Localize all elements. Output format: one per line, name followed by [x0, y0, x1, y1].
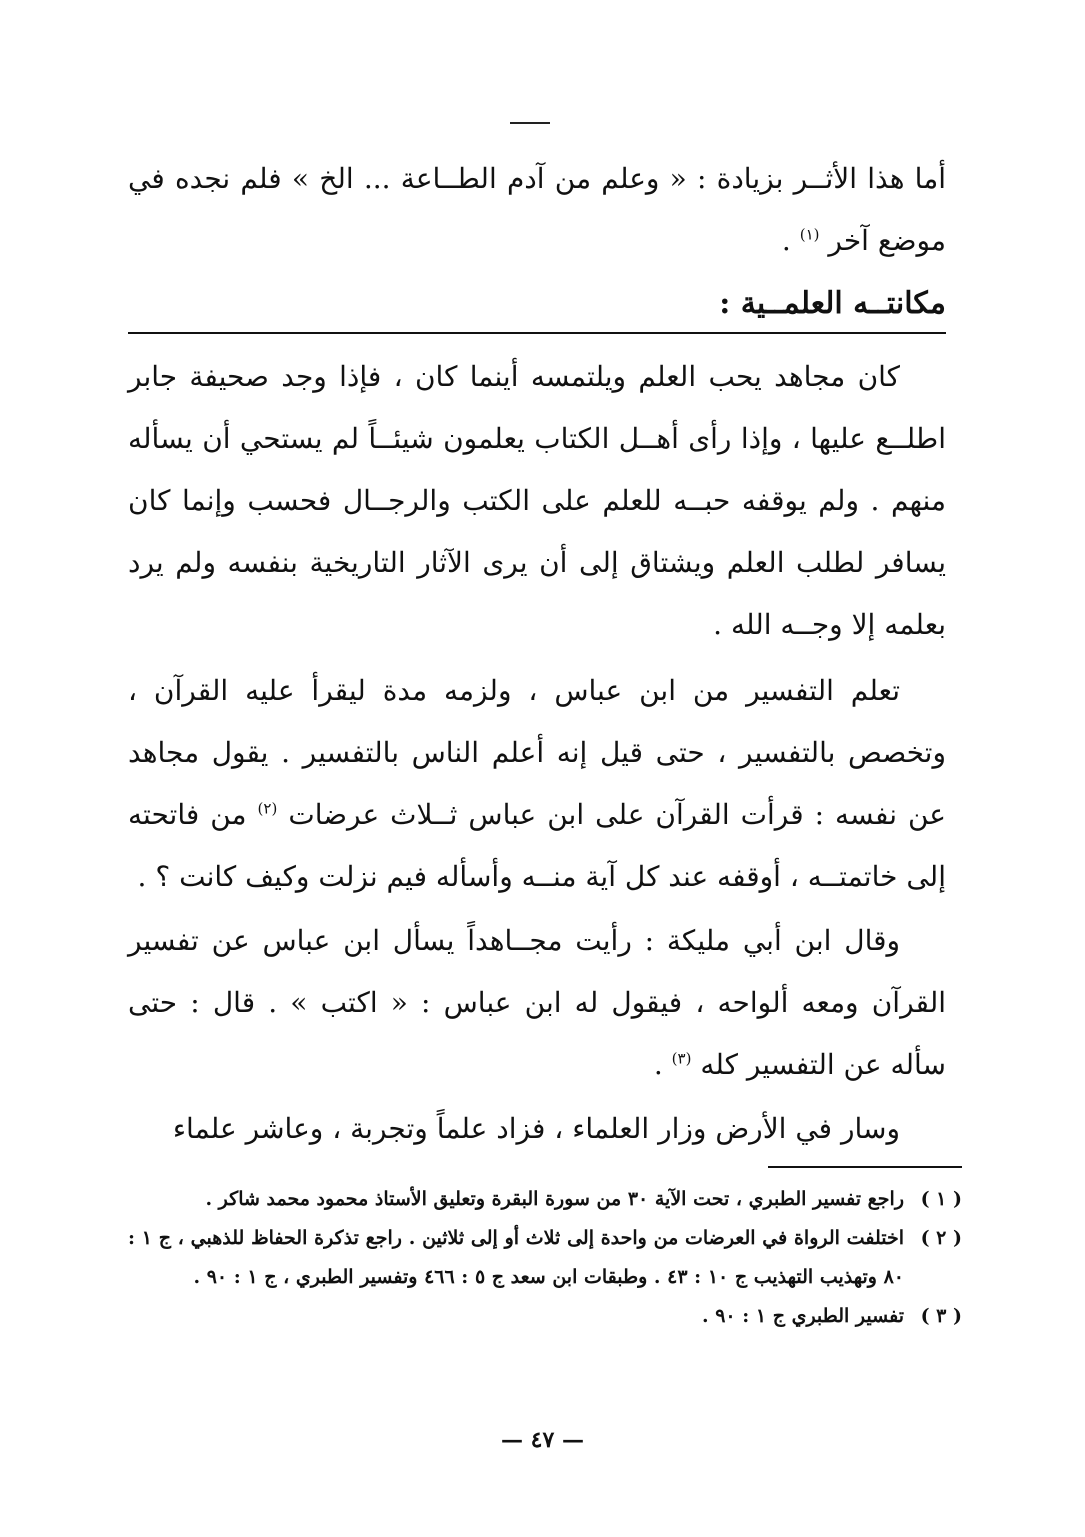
- footnote-text: اختلفت الرواة في العرضات من واحدة إلى ثلاث أو إلى ثلاثين . راجع تذكرة الحفاظ للذهبي ، ج ١ : ٨٠ وتهذيب التهذيب ج ١٠ : ٤٣ . وطبقات ابن سعد ج ٥ : ٤٦٦ وتفسير الطبري ، ج ١ : ٩٠ .: [128, 1227, 904, 1288]
- footnote-ref-1[interactable]: (١): [799, 225, 820, 244]
- intro-end: .: [781, 224, 791, 257]
- footnotes: [128, 1180, 962, 1336]
- footnote-number: ( ٢ ): [920, 1227, 962, 1249]
- footnote-text: تفسير الطبري ج ١ : ٩٠ .: [701, 1305, 904, 1327]
- footnote-1: [128, 1180, 962, 1219]
- intro-paragraph: [128, 148, 946, 272]
- paragraph-3-text: وقال ابن أبي مليكة : رأيت مجــاهداً يسأل ابن عباس عن تفسير القرآن ومعه ألواحه ، فيقول له ابن عباس : « اكتب » . قال : حتى سأله عن التفسير كله: [128, 924, 946, 1081]
- page-number: — ٤٧ —: [501, 1427, 584, 1453]
- footnote-ref-2[interactable]: (٢): [257, 799, 278, 818]
- paragraph-3: [128, 910, 946, 1096]
- footnote-2: [128, 1219, 962, 1297]
- paragraph-4-text: وسار في الأرض وزار العلماء ، فزاد علماً وتجربة ، وعاشر علماء: [172, 1112, 900, 1145]
- section-heading-wrap: [128, 282, 946, 334]
- section-heading: مكانتــه العلمــية :: [128, 282, 946, 334]
- paragraph-2: [128, 660, 946, 908]
- paragraph-1: [128, 346, 946, 656]
- footnote-number: ( ١ ): [920, 1188, 962, 1210]
- footnote-text: راجع تفسير الطبري ، تحت الآية ٣٠ من سورة البقرة وتعليق الأستاذ محمود محمد شاكر .: [205, 1188, 904, 1210]
- paragraph-2-text-b: من فاتحته إلى خاتمتــه ، أوقفه عند كل آية منــه وأسأله فيم نزلت وكيف كانت ؟ .: [128, 798, 946, 893]
- intro-text: أما هذا الأثــر بزيادة : « وعلم من آدم الطــاعة ... الخ » فلم نجده في موضع آخر: [128, 162, 946, 257]
- paragraph-2-text-a: تعلم التفسير من ابن عباس ، ولزمه مدة ليقرأ عليه القرآن ، وتخصص بالتفسير ، حتى قيل إنه أعلم الناس بالتفسير . يقول مجاهد عن نفسه : قرأت القرآن على ابن عباس ثــلاث عرضات: [128, 674, 947, 831]
- paragraph-1-text: كان مجاهد يحب العلم ويلتمسه أينما كان ، فإذا وجد صحيفة جابر اطلــع عليها ، وإذا رأى أهــل الكتاب يعلمون شيئــاً لم يستحي أن يسأله منهم . ولم يوقفه حبــه للعلم على الكتب والرجــال فحسب وإنما كان يسافر لطلب العلم ويشتاق إلى أن يرى الآثار التاريخية بنفسه ولم يرد بعلمه إلا وجــه الله .: [128, 360, 946, 641]
- footnote-number: ( ٣ ): [920, 1305, 962, 1327]
- footnote-3: [128, 1297, 962, 1336]
- footnote-divider: [768, 1166, 962, 1168]
- top-divider: [510, 122, 550, 124]
- paragraph-4: [128, 1098, 946, 1160]
- paragraph-3-end: .: [653, 1048, 663, 1081]
- footnote-ref-3[interactable]: (٣): [671, 1049, 692, 1068]
